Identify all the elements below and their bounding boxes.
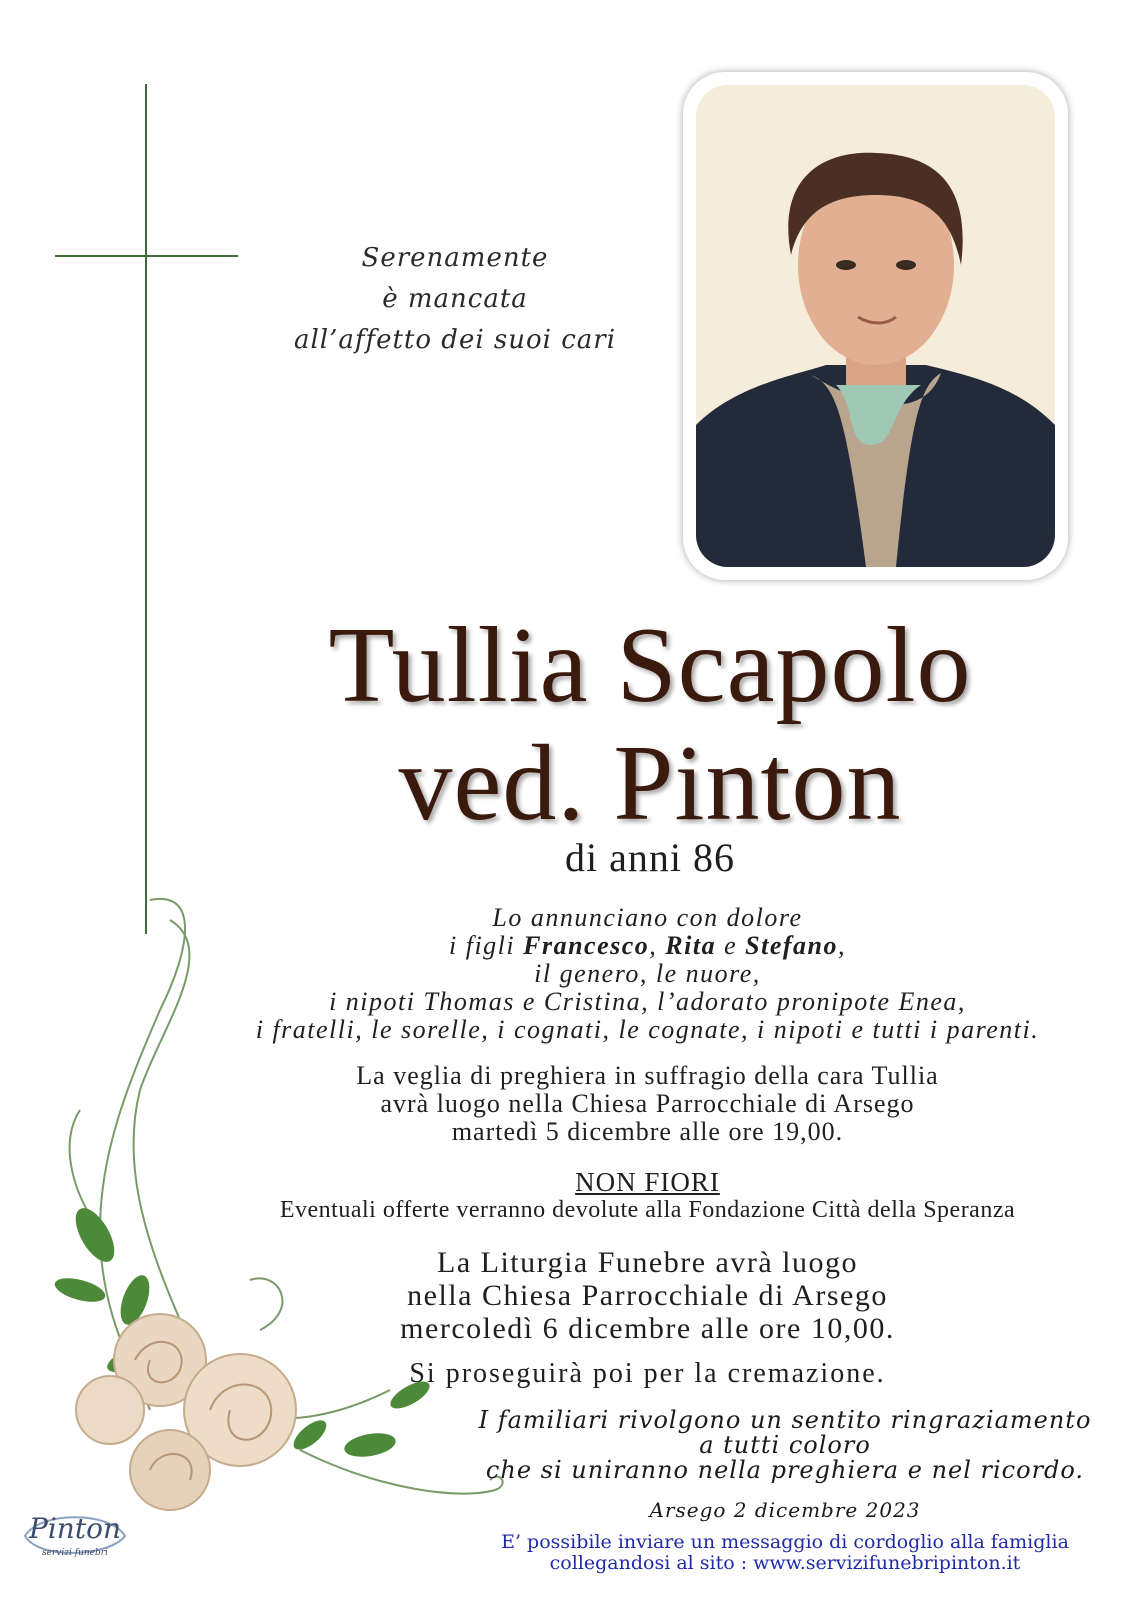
announcement-text [195,904,1100,1044]
age-text: di anni 86 [565,835,735,880]
announcement-children-line [195,932,1100,960]
child-name: Stefano [745,931,838,960]
vigil-line: La veglia di preghiera in suffragio della cara Tullia [356,1061,939,1090]
announcement-line: i nipoti Thomas e Cristina, l’adorato pronipote Enea, [329,987,966,1016]
liturgy-line: mercoledì 6 dicembre alle ore 10,00. [400,1312,895,1345]
separator: e [716,931,746,960]
no-flowers-heading: NON FIORI [575,1167,720,1197]
vigil-line: avrà luogo nella Chiesa Parrocchiale di Arsego [380,1089,915,1118]
deceased-name: Tullia Scapolo [328,606,972,725]
logo-name: Pinton [29,1512,121,1545]
vigil-line: martedì 5 dicembre alle ore 19,00. [451,1117,844,1146]
condolence-note [470,1532,1100,1574]
liturgy-line: nella Chiesa Parrocchiale di Arsego [407,1279,888,1312]
separator: , [837,931,846,960]
deceased-married-name: ved. Pinton [398,724,902,843]
announcement-line: i fratelli, le sorelle, i cognati, le cognate, i nipoti e tutti i parenti. [255,1015,1040,1044]
condolence-line: E’ possibile inviare un messaggio di cordoglio alla famiglia [501,1531,1069,1553]
condolence-link-line[interactable]: collegandosi al sito : www.servizifunebripinton.it [549,1552,1021,1574]
vigil-text [195,1062,1100,1146]
child-name: Francesco [523,931,650,960]
cross-vertical-bar [145,84,147,934]
intro-line: all’affetto dei suoi cari [293,325,617,355]
funeral-liturgy-text [195,1246,1100,1345]
thanks-line: a tutti coloro [699,1431,871,1459]
place-date: Arsego 2 dicembre 2023 [649,1498,921,1522]
thanks-line: I familiari rivolgono un sentito ringraziamento [478,1406,1092,1434]
portrait-photo-frame [683,72,1068,580]
cremation-text: Si proseguirà poi per la cremazione. [409,1358,886,1389]
thanks-line: che si uniranno nella preghiera e nel ricordo. [485,1456,1085,1484]
intro-line: è mancata [382,284,528,314]
funeral-home-logo [20,1506,130,1566]
announcement-line: Lo annunciano con dolore [492,903,803,932]
child-name: Rita [665,931,717,960]
intro-line: Serenamente [361,243,549,273]
intro-text [280,238,630,361]
donations-text: Eventuali offerte verranno devolute alla Fondazione Città della Speranza [279,1197,1016,1223]
thanks-text [470,1408,1100,1483]
liturgy-line: La Liturgia Funebre avrà luogo [437,1246,858,1279]
cross-horizontal-bar [55,255,238,257]
portrait-illustration-icon [696,85,1055,567]
portrait-photo [696,85,1055,567]
announcement-line: il genero, le nuore, [534,959,761,988]
logo-subtitle: servizi funebri [42,1548,108,1558]
separator: , [649,931,666,960]
children-prefix: i figli [449,931,524,960]
